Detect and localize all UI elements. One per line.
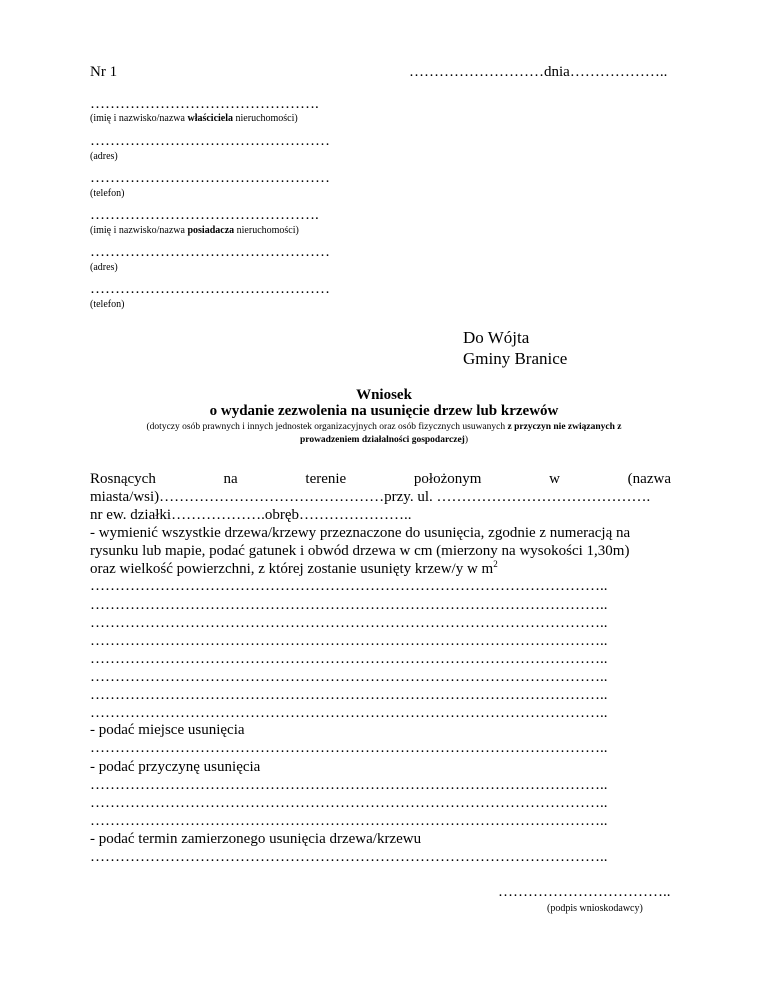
word: w [549,471,560,487]
recipient-line-2: Gminy Branice [463,349,568,368]
possessor-phone-label: (telefon) [90,299,125,310]
form-title: Wniosek [356,387,412,403]
owner-name-label: (imię i nazwisko/nazwa właściciela nieruchomości) [90,113,298,124]
trees-list-line[interactable]: ………………………………………………………………………………………….. [90,578,608,594]
term-field-line[interactable]: ………………………………………………………………………………………….. [90,849,608,865]
word: (nazwa [627,471,671,487]
trees-list-line[interactable]: ………………………………………………………………………………………….. [90,669,608,685]
place-field-line[interactable]: ………………………………………………………………………………………….. [90,740,608,756]
trees-list-line[interactable]: ………………………………………………………………………………………….. [90,597,608,613]
term-label: - podać termin zamierzonego usunięcia drzewa/krzewu [90,831,422,847]
possessor-name-label: (imię i nazwisko/nazwa posiadacza nieruchomości) [90,225,299,236]
possessor-address-label: (adres) [90,262,118,273]
form-scope-note-2: prowadzeniem działalności gospodarczej) [299,435,468,445]
owner-phone-label: (telefon) [90,188,125,199]
reason-field-line[interactable]: ………………………………………………………………………………………….. [90,795,608,811]
owner-name-field[interactable]: ………………………………………. [90,96,319,112]
location-field-line[interactable]: miasta/wsi)………………………………………przy. ul. ……………………………………. [90,489,651,505]
possessor-address-field[interactable]: ………………………………………… [90,244,330,260]
word: położonym [413,471,482,487]
trees-list-line[interactable]: ………………………………………………………………………………………….. [90,651,608,667]
reason-field-line[interactable]: ………………………………………………………………………………………….. [90,777,608,793]
form-subtitle: o wydanie zezwolenia na usunięcie drzew lub krzewów [209,403,559,419]
trees-list-line[interactable]: ………………………………………………………………………………………….. [90,615,608,631]
form-number: Nr 1 [90,64,118,80]
trees-instruction-1: - wymienić wszystkie drzewa/krzewy przeznaczone do usunięcia, zgodnie z numeracją na [90,525,631,541]
owner-address-label: (adres) [90,151,118,162]
place-label: - podać miejsce usunięcia [90,722,245,738]
word: na [223,471,238,487]
trees-list-line[interactable]: ………………………………………………………………………………………….. [90,687,608,703]
owner-phone-field[interactable]: ………………………………………… [90,170,330,186]
reason-label: - podać przyczynę usunięcia [90,759,261,775]
recipient-line-1: Do Wójta [463,328,530,347]
possessor-phone-field[interactable]: ………………………………………… [90,281,330,297]
owner-address-field[interactable]: ………………………………………… [90,133,330,149]
form-scope-note-1: (dotyczy osób prawnych i innych jednostek organizacyjnych oraz osób fizycznych usuwanych z przyczyn nie związanych z [146,422,622,432]
trees-list-line[interactable]: ………………………………………………………………………………………….. [90,705,608,721]
date-line[interactable]: ………………………dnia……………….. [409,64,668,80]
reason-field-line[interactable]: ………………………………………………………………………………………….. [90,813,608,829]
word: Rosnących [90,471,156,487]
signature-label: (podpis wnioskodawcy) [547,903,643,914]
trees-instruction-2: rysunku lub mapie, podać gatunek i obwód drzewa w cm (mierzony na wysokości 1,30m) [90,543,630,559]
trees-list-line[interactable]: ………………………………………………………………………………………….. [90,633,608,649]
parcel-field-line[interactable]: nr ew. działki……………….obręb………………….. [90,507,412,523]
word: terenie [305,471,347,487]
location-intro-line [90,471,671,488]
possessor-name-field[interactable]: ………………………………………. [90,207,319,223]
trees-instruction-3: oraz wielkość powierzchni, z której zostanie usunięty krzew/y w $m^2$ [90,559,498,577]
signature-field[interactable]: …………………………….. [498,884,671,900]
